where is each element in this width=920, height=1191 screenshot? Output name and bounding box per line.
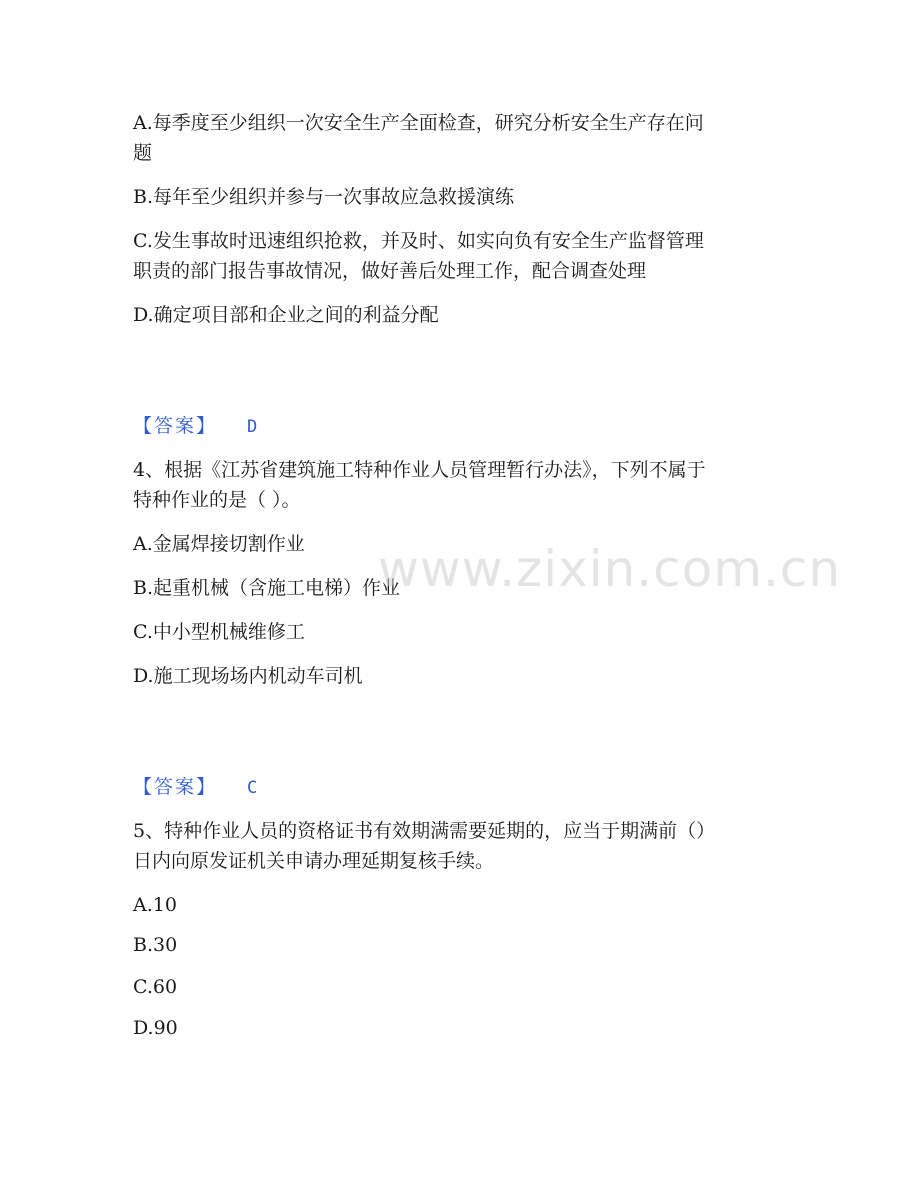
q4-option-c: C.中小型机械维修工 — [133, 621, 305, 643]
q3-answer-label: 【答案】 — [133, 415, 218, 437]
q3-option-d: D.确定项目部和企业之间的利益分配 — [133, 304, 439, 326]
q5-option-d: D.90 — [133, 1017, 178, 1039]
q5-option-c: C.60 — [133, 976, 178, 998]
q4-answer-value: C — [247, 778, 258, 798]
q3-option-b: B.每年至少组织并参与一次事故应急救援演练 — [133, 186, 515, 208]
q4-option-d: D.施工现场场内机动车司机 — [133, 665, 363, 687]
q3-answer — [133, 411, 257, 442]
q4-stem-line2: 特种作业的是（ ）。 — [133, 489, 301, 511]
q3-option-c-line1: C.发生事故时迅速组织抢救，并及时、如实向负有安全生产监督管理 — [133, 230, 704, 252]
q4-answer-label: 【答案】 — [133, 776, 218, 798]
q4-stem-line1: 4、根据《江苏省建筑施工特种作业人员管理暂行办法》，下列不属于 — [133, 459, 706, 481]
q5-stem-line2: 日内向原发证机关申请办理延期复核手续。 — [133, 850, 495, 872]
q3-answer-value: D — [247, 417, 258, 437]
watermark: www.zixin.com.cn — [378, 540, 842, 598]
q3-option-a-line2: 题 — [133, 142, 153, 164]
q4-option-b: B.起重机械（含施工电梯）作业 — [133, 577, 401, 599]
q4-answer — [133, 772, 257, 803]
q4-option-a: A.金属焊接切割作业 — [133, 533, 305, 555]
q3-option-c-line2: 职责的部门报告事故情况，做好善后处理工作，配合调查处理 — [133, 260, 647, 282]
q5-stem-line1: 5、特种作业人员的资格证书有效期满需要延期的，应当于期满前（） — [133, 820, 716, 842]
q5-option-a: A.10 — [133, 894, 177, 916]
q3-option-a-line1: A.每季度至少组织一次安全生产全面检查，研究分析安全生产存在问 — [133, 112, 704, 134]
q5-option-b: B.30 — [133, 934, 178, 956]
